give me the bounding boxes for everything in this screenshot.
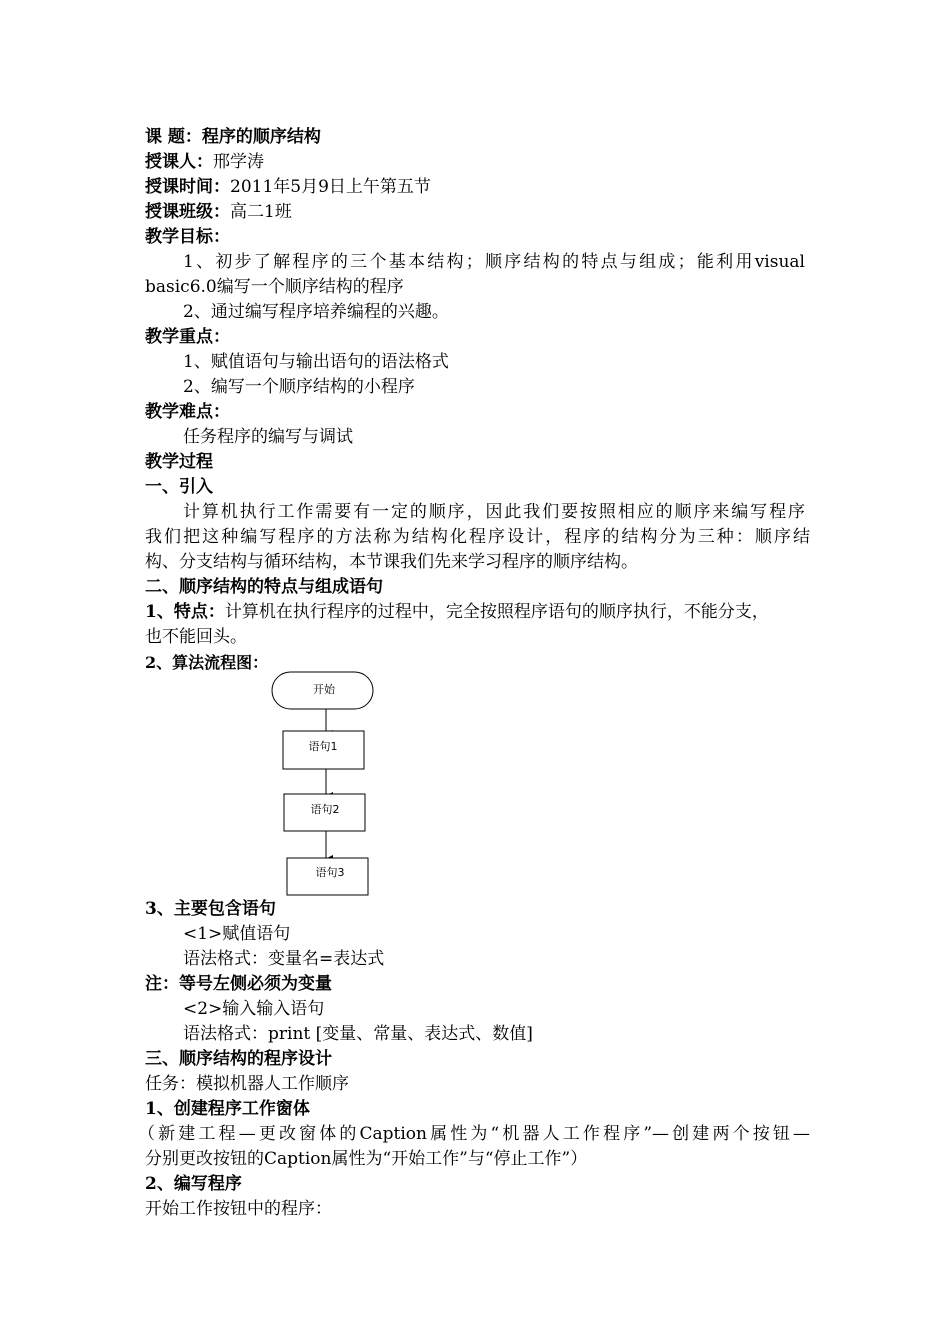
process-heading: 教学过程 [145, 452, 213, 472]
teacher-value: 邢学涛 [213, 152, 264, 172]
intro-paragraph-line-3: 构、分支结构与循环结构，本节课我们先来学习程序的顺序结构。 [145, 552, 638, 572]
step-3-label: 语句3 [315, 866, 345, 879]
difficulty-heading: 教学难点： [145, 402, 230, 422]
task-line: 任务：模拟机器人工作顺序 [145, 1074, 349, 1094]
class-value: 高二1班 [230, 202, 292, 222]
start-terminal-label: 开始 [313, 683, 335, 696]
title-line [145, 125, 810, 150]
intro-paragraph-line-2: 我们把这种编写程序的方法称为结构化程序设计，程序的结构分为三种：顺序结 [145, 527, 810, 547]
keypoint-item-2: 2、编写一个顺序结构的小程序 [183, 377, 415, 397]
class-label: 授课班级： [145, 202, 230, 222]
step-2-label: 语句2 [310, 803, 340, 816]
input-syntax: 语法格式：print [变量、常量、表达式、数值] [183, 1024, 533, 1044]
teacher-line [145, 150, 810, 175]
flowchart-heading: 2、算法流程图： [145, 653, 269, 672]
note-line: 注：等号左侧必须为变量 [145, 974, 332, 994]
feature-line-2: 也不能回头。 [145, 627, 247, 647]
goal-item-1-line-1: 1、初步了解程序的三个基本结构；顺序结构的特点与组成；能利用visual [183, 252, 805, 272]
intro-paragraph-line-1: 计算机执行工作需要有一定的顺序，因此我们要按照相应的顺序来编写程序 [183, 502, 805, 522]
assign-syntax: 语法格式：变量名=表达式 [183, 949, 385, 969]
flowchart-svg [260, 668, 390, 900]
feature-line-1 [145, 600, 810, 625]
time-value: 2011年5月9日上午第五节 [230, 177, 431, 197]
create-window-heading: 1、创建程序工作窗体 [145, 1099, 310, 1119]
assign-title: <1>赋值语句 [183, 924, 291, 944]
difficulty-item-1: 任务程序的编写与调试 [183, 427, 353, 447]
write-program-heading: 2、编写程序 [145, 1174, 242, 1194]
goals-heading: 教学目标： [145, 227, 230, 247]
statements-heading: 3、主要包含语句 [145, 899, 276, 919]
feature-text: 计算机在执行程序的过程中，完全按照程序语句的顺序执行，不能分支， [224, 602, 769, 622]
code-intro: 开始工作按钮中的程序： [145, 1199, 332, 1219]
section-1-heading: 一、引入 [145, 477, 213, 497]
flowchart [260, 668, 390, 900]
time-line [145, 175, 810, 200]
section-3-heading: 三、顺序结构的程序设计 [145, 1049, 332, 1069]
keypoints-heading: 教学重点： [145, 327, 230, 347]
create-window-line-2: 分别更改按钮的Caption属性为“开始工作”与“停止工作”） [145, 1149, 588, 1169]
title-value: 程序的顺序结构 [201, 127, 321, 147]
goal-item-2: 2、通过编写程序培养编程的兴趣。 [183, 302, 449, 322]
section-2-heading: 二、顺序结构的特点与组成语句 [145, 577, 383, 597]
class-line [145, 200, 810, 225]
keypoint-item-1: 1、赋值语句与输出语句的语法格式 [183, 352, 449, 372]
time-label: 授课时间： [145, 177, 230, 197]
title-label: 课 题： [145, 127, 202, 147]
feature-label: 1、特点： [145, 602, 225, 622]
goal-item-1-line-2: basic6.0编写一个顺序结构的程序 [145, 277, 404, 297]
input-title: <2>输入输入语句 [183, 999, 325, 1019]
step-1-label: 语句1 [308, 740, 338, 753]
create-window-line-1: （新建工程—更改窗体的Caption属性为“机器人工作程序”—创建两个按钮— [138, 1124, 810, 1144]
teacher-label: 授课人： [145, 152, 213, 172]
